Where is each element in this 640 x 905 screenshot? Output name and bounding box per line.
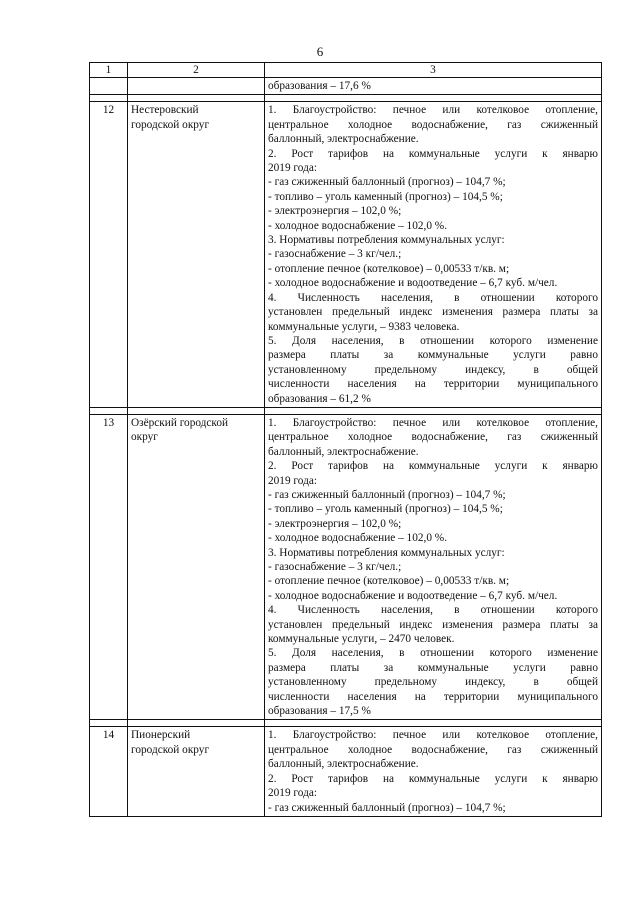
municipality-name-line: городской округ	[131, 118, 210, 131]
description-line: - газ сжиженный баллонный (прогноз) – 104,7 %;	[268, 176, 506, 189]
header-col-2: 2	[128, 63, 265, 78]
description-line: - топливо – уголь каменный (прогноз) – 104,5 %;	[268, 190, 503, 203]
municipality-name	[128, 414, 265, 720]
table-row	[90, 727, 602, 816]
description-line: - газ сжиженный баллонный (прогноз) – 104,7 %;	[268, 801, 506, 814]
header-col-1: 1	[90, 63, 128, 78]
description-line: 2. Рост тарифов на коммунальные услуги к январю	[268, 772, 598, 785]
description-line: - отопление печное (котелковое) – 0,00533 т/кв. м;	[268, 262, 510, 275]
description-line: баллонный, электроснабжение.	[268, 445, 419, 458]
description-line: баллонный, электроснабжение.	[268, 758, 419, 771]
description-line: 1. Благоустройство: печное или котелковое отопление,	[268, 104, 598, 117]
municipality-name-line: Пионерский	[131, 729, 191, 742]
description-line: образования – 61,2 %	[268, 392, 371, 405]
row-number: 14	[90, 727, 128, 816]
description-cell	[265, 102, 602, 408]
row-number: 12	[90, 102, 128, 408]
description-line: - электроэнергия – 102,0 %;	[268, 517, 402, 530]
table-header-row	[90, 63, 602, 78]
description-line: коммунальные услуги, – 2470 человек.	[268, 633, 455, 646]
description-line: баллонный, электроснабжение.	[268, 133, 419, 146]
row-number: 13	[90, 414, 128, 720]
description-line: коммунальные услуги, – 9383 человека.	[268, 320, 460, 333]
description-line: установленному предельному индексу, в общей	[268, 363, 598, 376]
description-line: - газоснабжение – 3 кг/чел.;	[268, 248, 402, 261]
description-line: - холодное водоснабжение – 102,0 %.	[268, 532, 448, 545]
description-line: - холодное водоснабжение – 102,0 %.	[268, 219, 448, 232]
description-line: - холодное водоснабжение и водоотведение – 6,7 куб. м/чел.	[268, 277, 558, 290]
continuation-text: образования – 17,6 %	[265, 78, 602, 95]
municipality-name-line: городской округ	[131, 743, 210, 756]
spacer-row	[90, 720, 602, 727]
table-row	[90, 414, 602, 720]
description-line: центральное холодное водоснабжение, газ сжиженный	[268, 431, 598, 444]
description-line: 4. Численность населения, в отношении которого	[268, 604, 598, 617]
description-line: - газ сжиженный баллонный (прогноз) – 104,7 %;	[268, 488, 506, 501]
description-line: 5. Доля населения, в отношении которого изменение	[268, 647, 598, 660]
spacer-row	[90, 407, 602, 414]
description-line: центральное холодное водоснабжение, газ сжиженный	[268, 118, 598, 131]
spacer-row	[90, 95, 602, 102]
description-line: - топливо – уголь каменный (прогноз) – 104,5 %;	[268, 503, 503, 516]
description-line: - холодное водоснабжение и водоотведение – 6,7 куб. м/чел.	[268, 589, 558, 602]
description-line: размера платы за коммунальные услуги равно	[268, 661, 598, 674]
description-line: 3. Нормативы потребления коммунальных услуг:	[268, 546, 505, 559]
description-line: численности населения на территории муниципального	[268, 690, 598, 703]
description-line: 2019 года:	[268, 787, 317, 800]
description-line: 1. Благоустройство: печное или котелковое отопление,	[268, 416, 598, 429]
tariff-table	[89, 62, 602, 817]
description-cell	[265, 727, 602, 816]
description-line: численности населения на территории муниципального	[268, 378, 598, 391]
description-line: - электроэнергия – 102,0 %;	[268, 205, 402, 218]
description-line: размера платы за коммунальные услуги равно	[268, 349, 598, 362]
description-line: 4. Численность населения, в отношении которого	[268, 291, 598, 304]
page-number: 6	[316, 44, 324, 59]
description-line: 2019 года:	[268, 162, 317, 175]
municipality-name	[128, 102, 265, 408]
description-line: 2. Рост тарифов на коммунальные услуги к январю	[268, 147, 598, 160]
municipality-name-line: Озёрский городской	[131, 416, 229, 429]
description-line: 3. Нормативы потребления коммунальных услуг:	[268, 234, 505, 247]
description-line: - газоснабжение – 3 кг/чел.;	[268, 561, 402, 573]
table-row	[90, 102, 602, 408]
description-line: 5. Доля населения, в отношении которого изменение	[268, 334, 598, 347]
description-line: 2. Рост тарифов на коммунальные услуги к январю	[268, 460, 598, 473]
description-line: установлен предельный индекс изменения размера платы за	[268, 618, 598, 631]
description-line: - отопление печное (котелковое) – 0,00533 т/кв. м;	[268, 575, 510, 588]
description-line: образования – 17,5 %	[268, 705, 371, 718]
description-cell	[265, 414, 602, 720]
description-line: центральное холодное водоснабжение, газ сжиженный	[268, 743, 598, 756]
header-col-3: 3	[265, 63, 602, 78]
description-line: 1. Благоустройство: печное или котелковое отопление,	[268, 729, 598, 742]
description-line: установленному предельному индексу, в общей	[268, 676, 598, 689]
municipality-name-line: округ	[131, 431, 158, 444]
continuation-row	[90, 78, 602, 95]
municipality-name	[128, 727, 265, 816]
description-line: 2019 года:	[268, 474, 317, 487]
municipality-name-line: Нестеровский	[131, 104, 199, 117]
description-line: установлен предельный индекс изменения размера платы за	[268, 306, 598, 319]
